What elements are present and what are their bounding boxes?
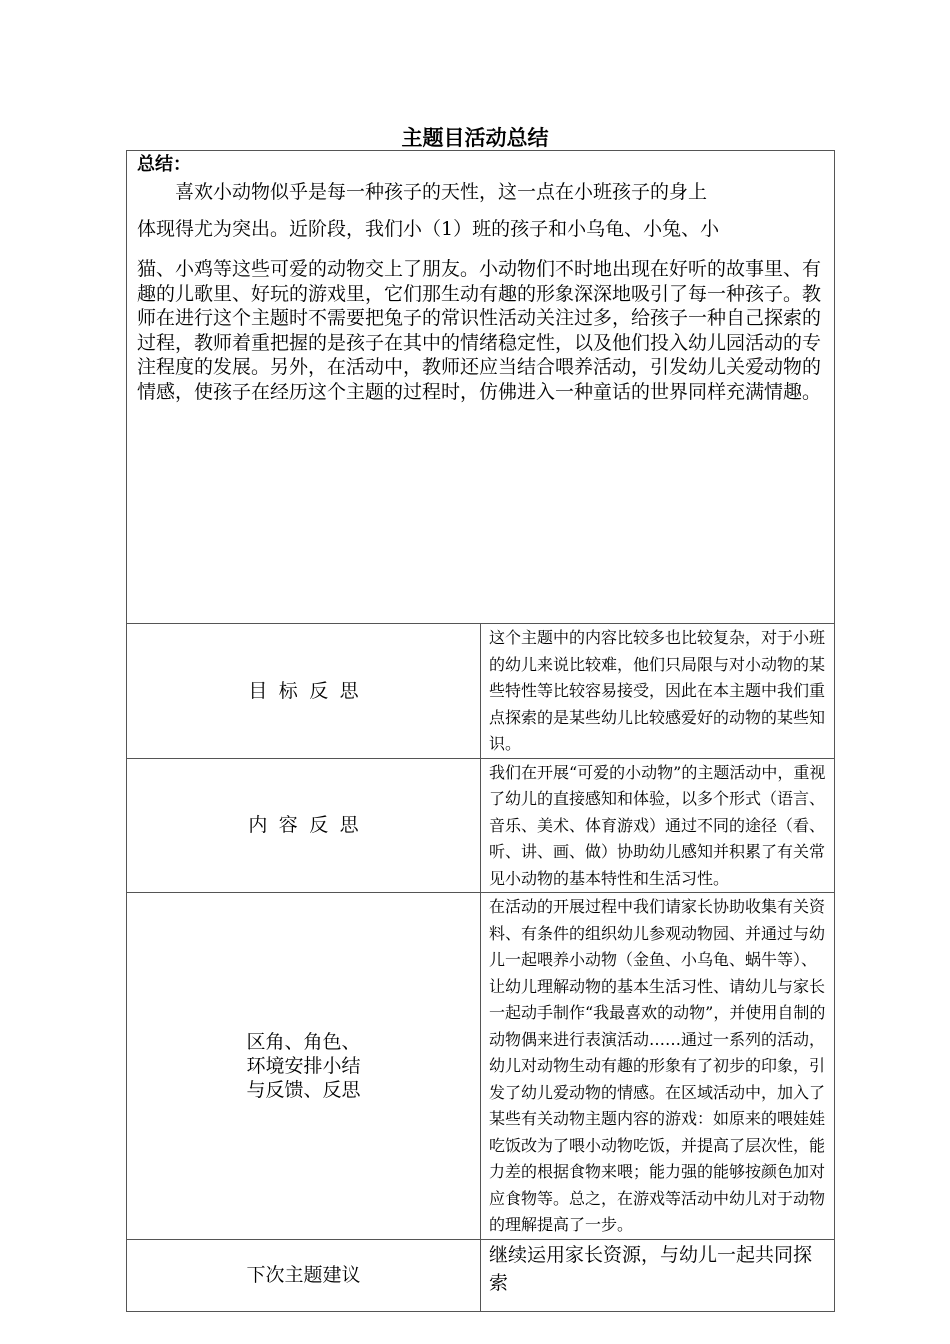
next-label: 下次主题建议 bbox=[127, 1239, 481, 1311]
content-text: 我们在开展“可爱的小动物”的主题活动中，重视了幼儿的直接感知和体验，以多个形式（语言、音乐、美术、体育游戏）通过不同的途径（看、听、讲、画、做）协助幼儿感知并积累了有关常见小动物的基本特性和生活习性。 bbox=[481, 758, 835, 893]
summary-table bbox=[126, 150, 835, 1312]
area-label bbox=[127, 893, 481, 1240]
summary-rest: 猫、小鸡等这些可爱的动物交上了朋友。小动物们不时地出现在好听的故事里、有趣的儿歌里、好玩的游戏里，它们那生动有趣的形象深深地吸引了每一种孩子。教师在进行这个主题时不需要把兔子的常识性活动关注过多，给孩子一种自己探索的过程，教师着重把握的是孩子在其中的情绪稳定性，以及他们投入幼儿园活动的专注程度的发展。另外，在活动中，教师还应当结合喂养活动，引发幼儿关爱动物的情感，使孩子在经历这个主题的过程时，仿佛进入一种童话的世界同样充满情趣。 bbox=[137, 258, 822, 403]
goal-row bbox=[127, 624, 835, 759]
area-label-line-1: 区角、角色、 bbox=[246, 1030, 361, 1053]
goal-label-text: 目标反思 bbox=[248, 679, 370, 702]
content-label bbox=[127, 758, 481, 893]
next-row bbox=[127, 1239, 835, 1311]
content-row bbox=[127, 758, 835, 893]
area-row bbox=[127, 893, 835, 1240]
page-title: 主题目活动总结 bbox=[401, 126, 549, 150]
area-text: 在活动的开展过程中我们请家长协助收集有关资料、有条件的组织幼儿参观动物园、并通过与幼儿一起喂养小动物（金鱼、小乌龟、蜗牛等）、让幼儿理解动物的基本生活习性、请幼儿与家长一起动手制作“我最喜欢的动物”，并使用自制的动物偶来进行表演活动……通过一系列的活动，幼儿对动物生动有趣的形象有了初步的印象，引发了幼儿爱动物的情感。在区域活动中，加入了某些有关动物主题内容的游戏：如原来的喂娃娃吃饭改为了喂小动物吃饭，并提高了层次性，能力差的根据食物来喂；能力强的能够按颜色加对应食物等。总之，在游戏等活动中幼儿对于动物的理解提高了一步。 bbox=[481, 893, 835, 1240]
next-text: 继续运用家长资源，与幼儿一起共同探索 bbox=[481, 1239, 835, 1311]
summary-row bbox=[127, 151, 835, 624]
summary-cell bbox=[127, 151, 835, 624]
summary-body bbox=[137, 177, 824, 207]
content-label-text: 内容反思 bbox=[248, 814, 370, 837]
area-label-line-2: 环境安排小结 bbox=[246, 1054, 361, 1077]
summary-line-2: 体现得尤为突出。近阶段，我们小（1）班的孩子和小乌龟、小兔、小 bbox=[137, 218, 720, 240]
summary-line-1: 喜欢小动物似乎是每一种孩子的天性，这一点在小班孩子的身上 bbox=[175, 181, 708, 203]
area-label-line-3: 与反馈、反思 bbox=[246, 1078, 361, 1101]
summary-heading: 总结： bbox=[137, 154, 191, 175]
goal-label bbox=[127, 624, 481, 759]
goal-text: 这个主题中的内容比较多也比较复杂，对于小班的幼儿来说比较难，他们只局限与对小动物的某些特性等比较容易接受，因此在本主题中我们重点探索的是某些幼儿比较感爱好的动物的某些知识。 bbox=[481, 624, 835, 759]
